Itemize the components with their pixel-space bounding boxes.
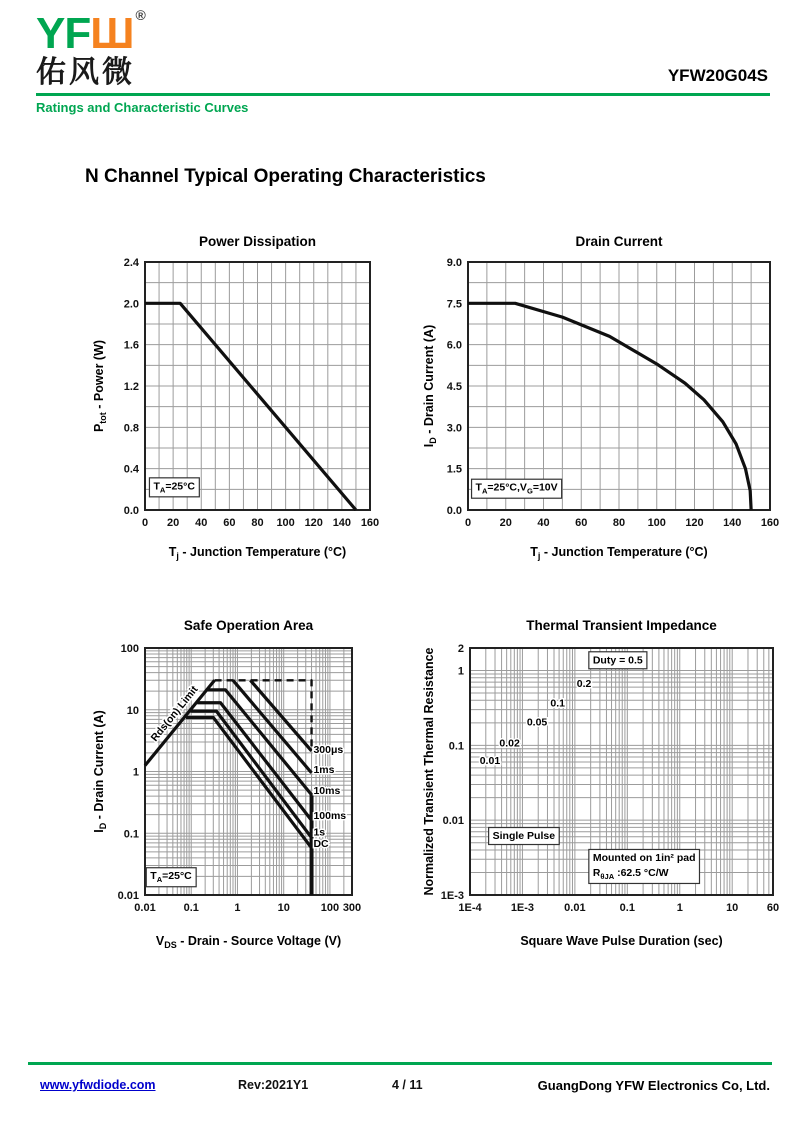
svg-text:Safe Operation Area: Safe Operation Area: [183, 618, 314, 633]
svg-text:TA=25°C: $T_A=25^\circ C$: [153, 480, 195, 495]
svg-text:1: 1: [457, 665, 464, 678]
svg-text:7.5: 7.5: [446, 298, 462, 311]
svg-text:0.8: 0.8: [123, 422, 139, 435]
svg-text:80: 80: [251, 517, 264, 529]
svg-text:20: 20: [167, 517, 180, 529]
svg-text:140: 140: [332, 517, 352, 529]
svg-text:100: 100: [647, 517, 666, 529]
logo-yf: YF: [36, 9, 91, 58]
svg-text:300: 300: [342, 902, 362, 914]
logo-wordmark: [36, 9, 145, 58]
svg-text:10ms: 10ms: [313, 785, 341, 798]
svg-text:40: 40: [195, 517, 208, 529]
svg-text:9.0: 9.0: [446, 257, 462, 269]
svg-text:TA=25°C: $T_A=25^\circ C$: [150, 870, 192, 885]
svg-text:Ptot - Power (W): $P_{tot}$ - Power (W): [92, 339, 108, 433]
svg-text:1ms: 1ms: [313, 763, 335, 776]
svg-text:0.1: 0.1: [550, 697, 565, 710]
svg-text:0.1: 0.1: [619, 902, 635, 914]
svg-text:20: 20: [499, 517, 512, 529]
svg-text:Thermal Transient Impedance: Thermal Transient Impedance: [526, 618, 717, 633]
svg-text:100: 100: [276, 517, 295, 529]
footer: [0, 1078, 800, 1102]
footer-divider: [28, 1062, 772, 1065]
svg-text:0.0: 0.0: [123, 505, 139, 517]
svg-text:1: 1: [234, 902, 241, 914]
yfw-logo: [36, 8, 145, 88]
svg-text:100: 100: [120, 643, 139, 655]
svg-text:Normalized Transient Thermal R: Normalized Transient Thermal Resistance: [422, 647, 436, 896]
svg-text:1E-3: 1E-3: [510, 902, 535, 914]
part-number: YFW20G04S: [667, 66, 768, 85]
svg-text:1: 1: [132, 766, 139, 779]
svg-text:0.01: 0.01: [564, 902, 586, 914]
svg-text:ID - Drain Current (A): $I_D$ - Drain Current (A): [92, 710, 108, 833]
svg-text:1s: 1s: [313, 826, 326, 839]
svg-text:Tj - Junction Temperature (°C): $T_j$ - Junction Temperature (°C): [530, 545, 708, 561]
company-name: GuangDong YFW Electronics Co, Ltd.: [537, 1078, 770, 1093]
registered-mark-icon: ®: [135, 7, 145, 23]
svg-text:TA=25°C,VG=10V: $T_A=25^\circ C,V_G=10V$: [475, 481, 558, 496]
svg-text:0.2: 0.2: [576, 678, 592, 691]
svg-text:100ms: 100ms: [313, 810, 347, 823]
svg-text:Single Pulse: Single Pulse: [492, 830, 556, 843]
svg-text:0.01: 0.01: [479, 755, 501, 768]
svg-text:1.2: 1.2: [123, 381, 139, 393]
safe-operation-area-chart: [88, 612, 388, 957]
svg-text:10: 10: [726, 902, 739, 914]
thermal-transient-impedance-chart: [418, 612, 783, 957]
svg-text:3.0: 3.0: [446, 422, 462, 435]
svg-text:10: 10: [277, 902, 290, 914]
svg-text:0.4: 0.4: [123, 463, 139, 476]
svg-text:60: 60: [575, 517, 588, 529]
svg-text:ID - Drain Current (A): $I_D$ - Drain Current (A): [422, 324, 438, 448]
svg-text:0.1: 0.1: [448, 740, 464, 753]
svg-text:0.0: 0.0: [446, 505, 462, 517]
drain-current-chart: [418, 228, 783, 568]
svg-text:160: 160: [760, 517, 780, 529]
svg-text:2: 2: [457, 643, 464, 655]
logo-w-glyph: Ш: [90, 9, 134, 58]
svg-text:0: 0: [464, 517, 472, 529]
svg-text:80: 80: [612, 517, 626, 529]
power-dissipation-chart: [88, 228, 388, 568]
svg-text:1: 1: [676, 902, 683, 914]
svg-text:DC: DC: [313, 837, 329, 850]
svg-text:Rds(on) Limit: Rds(on) Limit: [148, 683, 201, 744]
svg-text:Drain Current: Drain Current: [575, 234, 663, 249]
svg-text:4.5: 4.5: [446, 381, 462, 393]
svg-text:10: 10: [126, 704, 139, 717]
revision-label: Rev:2021Y1: [238, 1078, 309, 1092]
svg-text:40: 40: [537, 517, 550, 529]
page-number: 4 / 11: [392, 1078, 423, 1092]
svg-text:2.4: 2.4: [123, 257, 139, 269]
svg-text:Power Dissipation: Power Dissipation: [198, 234, 317, 249]
svg-text:300μs: 300μs: [313, 743, 344, 756]
svg-text:120: 120: [304, 517, 323, 529]
svg-text:60: 60: [766, 902, 780, 914]
svg-text:0.01: 0.01: [117, 890, 139, 902]
svg-text:0.01: 0.01: [442, 815, 464, 828]
svg-text:0.02: 0.02: [499, 737, 520, 750]
svg-text:Duty = 0.5: Duty = 0.5: [592, 654, 643, 667]
svg-text:0.01: 0.01: [134, 902, 156, 914]
svg-text:Tj - Junction Temperature (°C): $T_j$ - Junction Temperature (°C): [168, 545, 347, 561]
svg-text:60: 60: [223, 517, 236, 529]
svg-text:140: 140: [723, 517, 742, 529]
svg-text:RθJA :62.5 °C/W: $R_{\theta JA}$ :62.5 °C/W: [592, 866, 669, 881]
svg-text:100: 100: [320, 902, 340, 914]
svg-text:Mounted on 1in² pad: Mounted on 1in² pad: [592, 851, 696, 864]
section-title: Ratings and Characteristic Curves: [36, 100, 249, 115]
svg-text:0.1: 0.1: [183, 902, 199, 914]
page-title: N Channel Typical Operating Characteristics: [85, 166, 486, 187]
logo-chinese-name: 佑风微: [36, 56, 135, 89]
svg-text:120: 120: [685, 517, 704, 529]
svg-text:0.1: 0.1: [123, 828, 139, 841]
svg-text:0.05: 0.05: [526, 716, 548, 729]
svg-text:1E-3: 1E-3: [440, 890, 464, 902]
svg-text:Square Wave Pulse Duration (se: Square Wave Pulse Duration (sec): [520, 934, 723, 948]
svg-text:2.0: 2.0: [123, 298, 139, 311]
svg-text:VDS - Drain - Source Voltage (: $V_{DS}$ - Drain - Source Voltage (V): [155, 934, 342, 950]
header-divider: [36, 93, 770, 96]
svg-text:0: 0: [141, 517, 149, 529]
svg-text:1E-4: 1E-4: [458, 902, 482, 914]
website-link[interactable]: www.yfwdiode.com: [40, 1078, 156, 1092]
svg-text:1.5: 1.5: [446, 463, 462, 476]
svg-text:1.6: 1.6: [123, 339, 139, 352]
svg-text:160: 160: [360, 517, 380, 529]
svg-text:6.0: 6.0: [446, 339, 462, 352]
